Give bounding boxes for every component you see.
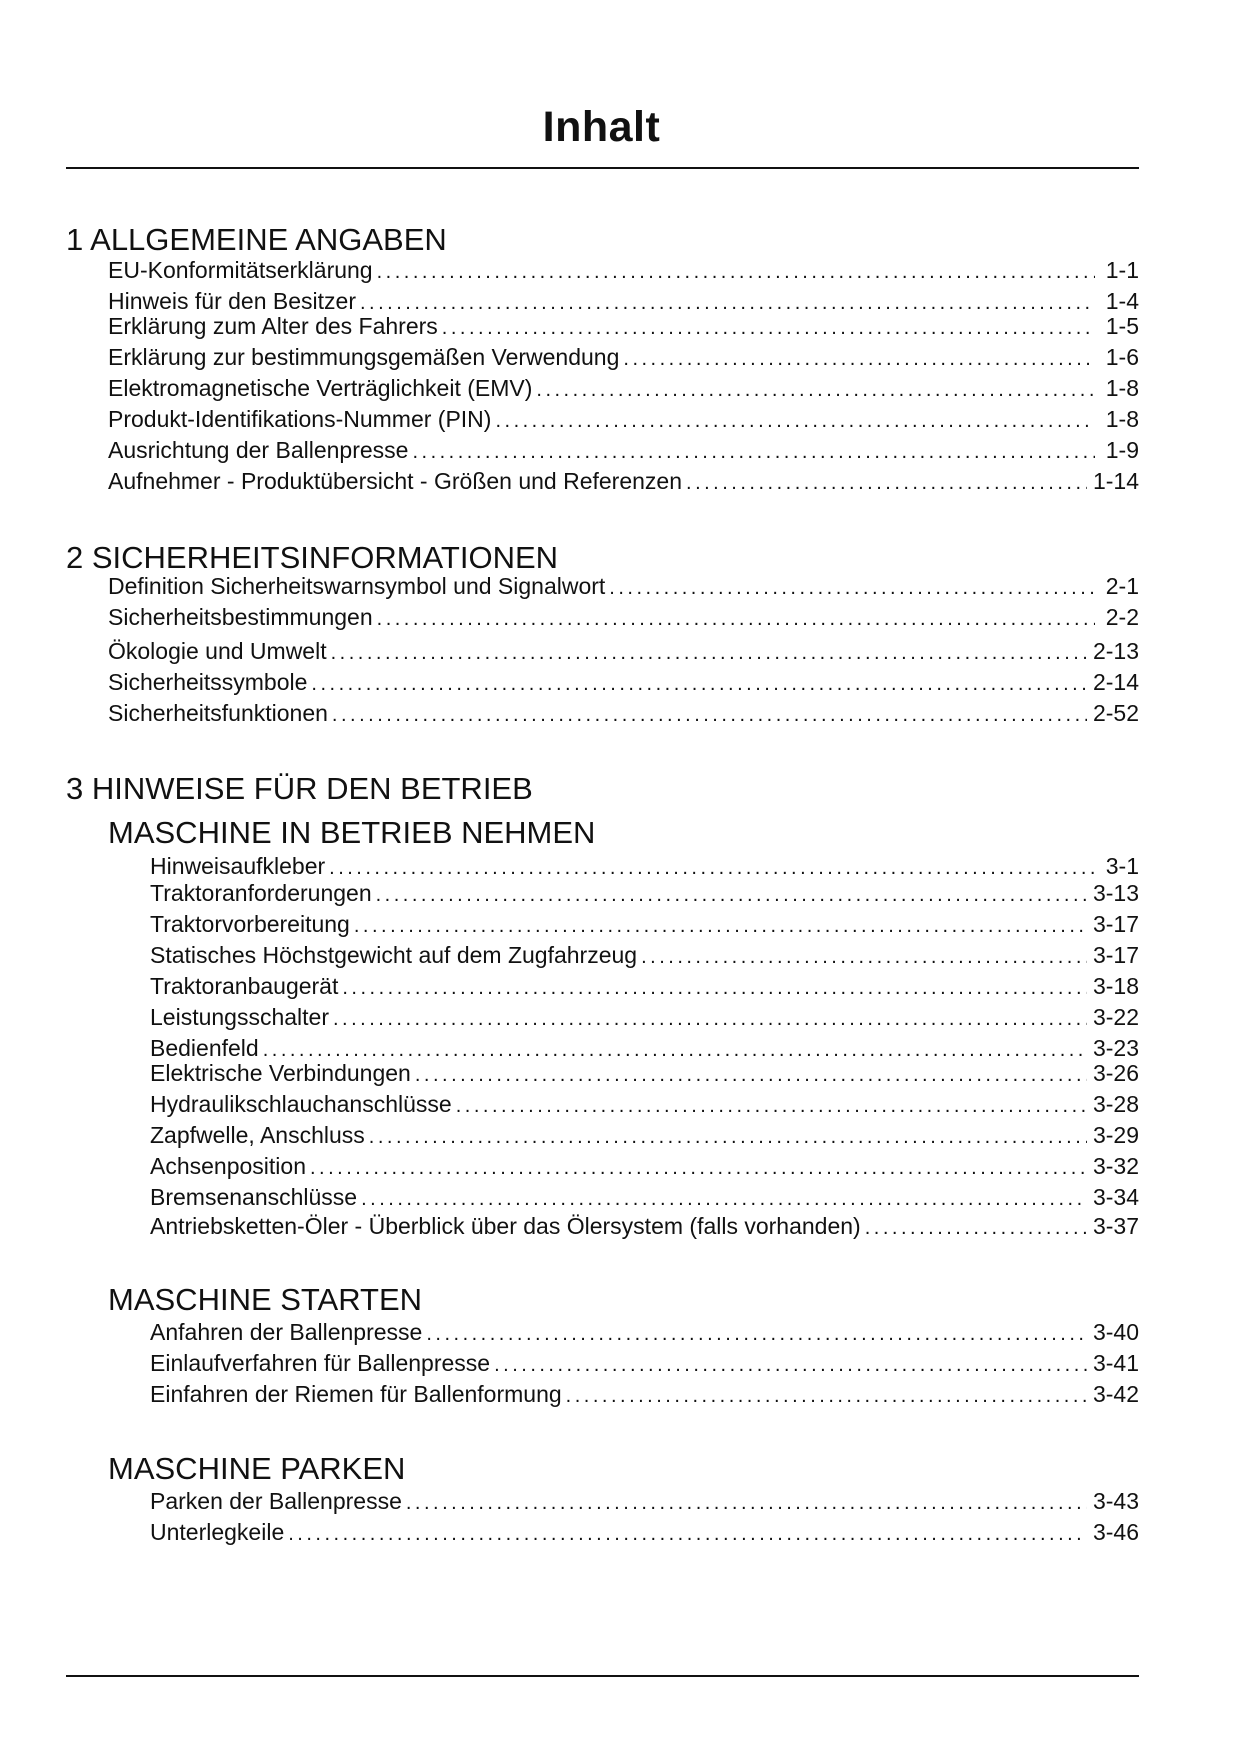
toc-entry-title: Antriebsketten-Öler - Überblick über das Ölersystem (falls vorhanden): [150, 1213, 861, 1239]
dot-leader: [332, 701, 1087, 729]
toc-entry-title: Erklärung zum Alter des Fahrers: [108, 313, 438, 339]
toc-entry[interactable]: [150, 879, 1139, 907]
toc-entry-title: Erklärung zur bestimmungsgemäßen Verwendung: [108, 344, 620, 370]
dot-leader: [623, 345, 1095, 373]
toc-entry[interactable]: [150, 1518, 1139, 1546]
page-title: Inhalt: [542, 103, 661, 151]
toc-entry-page: 1-1: [1105, 257, 1139, 283]
dot-leader: [361, 1185, 1087, 1213]
toc-entry[interactable]: [108, 405, 1139, 433]
toc-entry[interactable]: [150, 852, 1139, 880]
toc-entry[interactable]: [108, 603, 1139, 631]
toc-entry-page: 3-32: [1092, 1153, 1139, 1179]
toc-entry-page: 3-22: [1092, 1004, 1139, 1030]
toc-entry-page: 3-26: [1092, 1060, 1139, 1086]
toc-entry-title: Ökologie und Umwelt: [108, 638, 327, 664]
toc-entry-page: 3-18: [1092, 973, 1139, 999]
toc-entry[interactable]: [150, 1059, 1139, 1087]
toc-entry-title: Traktoranbaugerät: [150, 973, 339, 999]
toc-entry-title: Leistungsschalter: [150, 1004, 329, 1030]
toc-entry[interactable]: [108, 374, 1139, 402]
toc-entry-title: Bedienfeld: [150, 1035, 259, 1061]
toc-entry-page: 3-37: [1092, 1213, 1139, 1239]
toc-entry-page: 1-8: [1105, 375, 1139, 401]
toc-entry-page: 3-28: [1092, 1091, 1139, 1117]
toc-entry-title: Hydraulikschlauchanschlüsse: [150, 1091, 452, 1117]
toc-entry-page: 3-41: [1092, 1350, 1139, 1376]
chapter-heading-2: 2 SICHERHEITSINFORMATIONEN: [66, 540, 559, 575]
chapter-heading-1: 1 ALLGEMEINE ANGABEN: [66, 222, 447, 257]
toc-entry[interactable]: [108, 256, 1139, 284]
toc-entry-title: Achsenposition: [150, 1153, 306, 1179]
toc-entry-page: 2-14: [1092, 669, 1139, 695]
section-heading-parken: MASCHINE PARKEN: [108, 1451, 406, 1486]
toc-entry[interactable]: [150, 1487, 1139, 1515]
toc-entry-title: Einfahren der Riemen für Ballenformung: [150, 1381, 562, 1407]
section-heading-inbetriebnahme: MASCHINE IN BETRIEB NEHMEN: [108, 815, 596, 850]
toc-entry-title: Definition Sicherheitswarnsymbol und Signalwort: [108, 573, 606, 599]
toc-entry-title: Sicherheitssymbole: [108, 669, 308, 695]
toc-entry-title: Bremsenanschlüsse: [150, 1184, 358, 1210]
top-divider: [66, 167, 1139, 169]
toc-entry-title: Traktoranforderungen: [150, 880, 372, 906]
toc-entry-page: 3-43: [1092, 1488, 1139, 1514]
toc-entry-title: Sicherheitsbestimmungen: [108, 604, 373, 630]
dot-leader: [376, 881, 1087, 909]
toc-entry-title: Hinweisaufkleber: [150, 853, 326, 879]
toc-entry[interactable]: [150, 1318, 1139, 1346]
bottom-divider: [66, 1675, 1139, 1677]
dot-leader: [288, 1520, 1087, 1548]
toc-entry[interactable]: [150, 1003, 1139, 1031]
toc-entry-page: 2-52: [1092, 700, 1139, 726]
toc-entry-title: Einlaufverfahren für Ballenpresse: [150, 1350, 491, 1376]
toc-entry[interactable]: [108, 312, 1139, 340]
toc-entry-title: Elektromagnetische Verträglichkeit (EMV): [108, 375, 533, 401]
toc-entry-page: 3-29: [1092, 1122, 1139, 1148]
dot-leader: [495, 407, 1095, 435]
toc-entry-page: 3-46: [1092, 1519, 1139, 1545]
dot-leader: [331, 639, 1087, 667]
toc-entry[interactable]: [108, 287, 1139, 315]
toc-entry-title: Aufnehmer - Produktübersicht - Größen und Referenzen: [108, 468, 683, 494]
dot-leader: [354, 912, 1087, 940]
toc-entry[interactable]: [108, 467, 1139, 495]
toc-entry[interactable]: [150, 1152, 1139, 1180]
toc-entry-page: 2-2: [1105, 604, 1139, 630]
dot-leader: [377, 258, 1095, 286]
toc-entry[interactable]: [108, 699, 1139, 727]
dot-leader: [536, 376, 1095, 404]
toc-entry[interactable]: [150, 1349, 1139, 1377]
dot-leader: [641, 943, 1087, 971]
toc-entry[interactable]: [150, 1380, 1139, 1408]
toc-entry-page: 3-1: [1105, 853, 1139, 879]
toc-entry-page: 1-4: [1105, 288, 1139, 314]
dot-leader: [415, 1061, 1087, 1089]
toc-entry-title: Elektrische Verbindungen: [150, 1060, 411, 1086]
toc-entry-title: Unterlegkeile: [150, 1519, 285, 1545]
dot-leader: [310, 1154, 1087, 1182]
toc-entry-title: Produkt-Identifikations-Nummer (PIN): [108, 406, 492, 432]
toc-entry-title: Sicherheitsfunktionen: [108, 700, 328, 726]
toc-entry-title: EU-Konformitätserklärung: [108, 257, 373, 283]
section-heading-starten: MASCHINE STARTEN: [108, 1282, 423, 1317]
toc-entry-page: 3-17: [1092, 911, 1139, 937]
dot-leader: [342, 974, 1087, 1002]
toc-entry-page: 3-34: [1092, 1184, 1139, 1210]
toc-entry[interactable]: [150, 910, 1139, 938]
dot-leader: [426, 1320, 1087, 1348]
toc-entry-title: Anfahren der Ballenpresse: [150, 1319, 423, 1345]
dot-leader: [406, 1489, 1087, 1517]
toc-entry[interactable]: [108, 436, 1139, 464]
toc-entry-title: Parken der Ballenpresse: [150, 1488, 402, 1514]
toc-entry-title: Zapfwelle, Anschluss: [150, 1122, 365, 1148]
dot-leader: [333, 1005, 1087, 1033]
dot-leader: [311, 670, 1087, 698]
dot-leader: [566, 1382, 1087, 1410]
dot-leader: [377, 605, 1095, 633]
toc-entry-page: 3-40: [1092, 1319, 1139, 1345]
dot-leader: [329, 854, 1095, 882]
dot-leader: [412, 438, 1095, 466]
toc-entry-page: 2-13: [1092, 638, 1139, 664]
toc-entry-page: 3-42: [1092, 1381, 1139, 1407]
toc-entry[interactable]: [150, 1183, 1139, 1211]
toc-entry[interactable]: [108, 637, 1139, 665]
dot-leader: [442, 314, 1095, 342]
toc-entry-page: 3-23: [1092, 1035, 1139, 1061]
toc-entry-title: Hinweis für den Besitzer: [108, 288, 356, 314]
toc-entry-title: Ausrichtung der Ballenpresse: [108, 437, 409, 463]
dot-leader: [865, 1214, 1087, 1242]
toc-entry[interactable]: [150, 1090, 1139, 1118]
toc-entry-page: 1-6: [1105, 344, 1139, 370]
toc-entry-title: Traktorvorbereitung: [150, 911, 350, 937]
toc-entry[interactable]: [108, 572, 1139, 600]
dot-leader: [494, 1351, 1087, 1379]
toc-entry-page: 1-14: [1092, 468, 1139, 494]
toc-entry-page: 2-1: [1105, 573, 1139, 599]
toc-entry[interactable]: [150, 941, 1139, 969]
toc-entry[interactable]: [150, 1121, 1139, 1149]
dot-leader: [369, 1123, 1087, 1151]
dot-leader: [686, 469, 1087, 497]
toc-entry-page: 3-13: [1092, 880, 1139, 906]
toc-entry[interactable]: [150, 1034, 1139, 1062]
toc-entry[interactable]: [108, 343, 1139, 371]
toc-entry[interactable]: [150, 972, 1139, 1000]
toc-entry-page: 1-8: [1105, 406, 1139, 432]
toc-entry[interactable]: [150, 1212, 1139, 1240]
toc-entry[interactable]: [108, 668, 1139, 696]
toc-entry-page: 1-5: [1105, 313, 1139, 339]
toc-entry-page: 3-17: [1092, 942, 1139, 968]
toc-entry-title: Statisches Höchstgewicht auf dem Zugfahrzeug: [150, 942, 638, 968]
chapter-heading-3: 3 HINWEISE FÜR DEN BETRIEB: [66, 771, 533, 806]
dot-leader: [456, 1092, 1087, 1120]
toc-entry-page: 1-9: [1105, 437, 1139, 463]
dot-leader: [609, 574, 1095, 602]
